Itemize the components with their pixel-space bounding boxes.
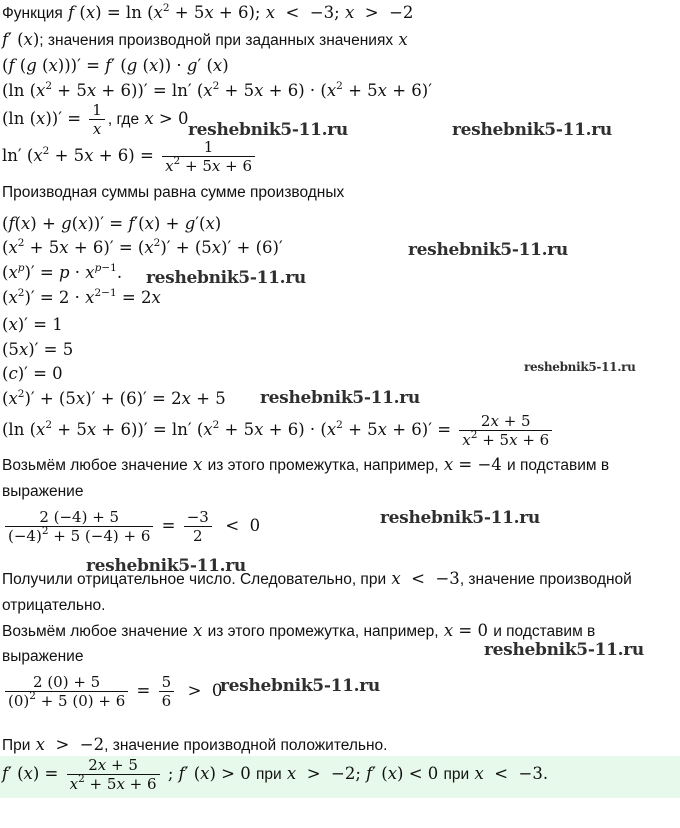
watermark: reshebnik5-11.ru [524,360,636,374]
derivative-fraction: $\frac{2x + 5}{x^2 + 5x + 6}$ [459,412,552,449]
minus-three-halves: $\frac{-3}{2}$ [184,508,212,545]
sum-rule-text: Производная суммы равна сумме производных [2,184,345,201]
chain-rule: (f (g (x)))′ = f′ (g (x)) · g′ (x) [2,56,229,75]
expression-line-1: выражение [2,483,84,500]
watermark: reshebnik5-11.ru [484,640,644,660]
final-fraction: $\frac{2x + 5}{x^2 + 5x + 6}$ [67,756,160,793]
watermark: reshebnik5-11.ru [220,676,380,696]
ln-derivative-line: (ln (x))′ = $\frac{1}{x}$ , где x > 0 [2,101,189,138]
watermark: reshebnik5-11.ru [380,508,540,528]
five-sixths: $\frac{5}{6}$ [159,673,175,710]
fraction-1-over-x: $\frac{1}{x}$ [89,101,105,138]
chain-rule-applied: (ln $(x^2 + 5x + 6))' = \ln'$ $(x^2 + 5x + 6) \cdot (x^2 + 5x + 6)'$ [2,80,432,100]
full-derivative: (ln $(x^2 + 5x + 6))' = \ln'$ $(x^2 + 5x + 6) \cdot (x^2 + 5x + 6)'$ = $\frac{2x + 5}{x^2 + 5x + 6}$ [2,412,555,449]
5x-derivative: (5x)′ = 5 [2,340,74,359]
expression-line-2: выражение [2,648,84,665]
power-rule: $(x^p)' = p \cdot x^{p-1}$. [2,262,123,282]
sum-rule: (f(x) + g(x))′ = f′(x) + g′(x) [2,214,222,233]
watermark: reshebnik5-11.ru [260,388,420,408]
math-function: f $(x) = \ln (x^2 + 5x + 6)$; x < −3; x > −2 [68,2,414,22]
pos-result-line: При x > −2, значение производной положительно. [2,735,388,754]
watermark: reshebnik5-11.ru [408,240,568,260]
ln-derivative-applied: ln′ $(x^2 + 5x + 6)$ = $\frac{1}{x^2 + 5x + 6}$ [2,138,258,175]
watermark: reshebnik5-11.ru [146,268,306,288]
power-rule-applied: $(x^2)' = 2 \cdot x^{2-1} = 2x$ [2,287,161,307]
neg-result-line: Получили отрицательное число. Следовательно, при x < −3, значение производной [2,569,632,588]
sum-derivative-result: $(x^2)' + (5x)' + (6)' = 2x + 5$ [2,388,226,408]
watermark: reshebnik5-11.ru [86,556,246,576]
test-neg-fraction: $\frac{2 (-4) + 5}{(-4)^2 + 5 (-4) + 6}$ [5,508,153,545]
test-neg-calc: $\frac{2 (-4) + 5}{(-4)^2 + 5 (-4) + 6}$ = $\frac{-3}{2}$ < 0 [2,508,260,545]
neg-result-line-2: отрицательно. [2,597,106,614]
fraction-1-over-quadratic: $\frac{1}{x^2 + 5x + 6}$ [162,138,255,175]
const-derivative: (c)′ = 0 [2,364,63,383]
x-derivative: (x)′ = 1 [2,315,63,334]
test-neg-line: Возьмём любое значение x из этого промежутка, например, x = −4 и подставим в [2,455,610,474]
watermark: reshebnik5-11.ru [452,120,612,140]
task-line: Функция f $(x) = \ln (x^2 + 5x + 6)$; x < −3; x > −2 [2,2,414,22]
derivative-intro-line: f′ (x); значения производной при заданных значениях x [2,30,408,49]
sum-rule-applied: $(x^2 + 5x + 6)' = (x^2)' + (5x)' + (6)'$ [2,237,283,257]
watermark: reshebnik5-11.ru [188,120,348,140]
test-pos-calc: $\frac{2 (0) + 5}{(0)^2 + 5 (0) + 6}$ = $\frac{5}{6}$ > 0 [2,673,222,710]
test-pos-fraction: $\frac{2 (0) + 5}{(0)^2 + 5 (0) + 6}$ [5,673,128,710]
final-answer: f′ (x) = $\frac{2x + 5}{x^2 + 5x + 6}$ ; f′ (x) > 0 при x > −2; f′ (x) < 0 при x < −3. [2,756,549,793]
test-pos-line: Возьмём любое значение x из этого промежутка, например, x = 0 и подставим в [2,621,596,640]
